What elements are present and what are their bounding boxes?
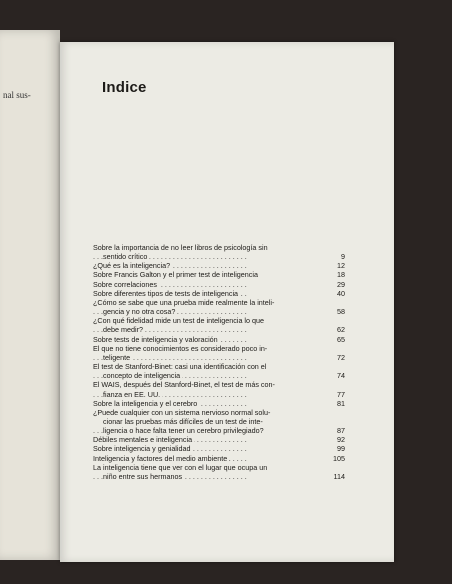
toc-entry-line	[93, 316, 345, 325]
toc-entry-line	[93, 353, 345, 362]
toc-entry	[93, 335, 345, 344]
toc-entry-text: La inteligencia tiene que ver con el lugar que ocupa un	[93, 462, 268, 472]
toc-entry	[93, 444, 345, 453]
toc-entry-text: Sobre la inteligencia y el cerebro	[93, 398, 198, 408]
toc-entry-line	[93, 444, 345, 453]
toc-entry	[93, 298, 345, 316]
toc-entry-text: ¿Cómo se sabe que una prueba mide realmente la inteli-	[93, 297, 275, 307]
toc-entry-text: El que no tiene conocimientos es considerado poco in-	[93, 343, 268, 353]
toc-entry-line	[93, 335, 345, 344]
toc-entry-text: concepto de inteligencia	[103, 371, 181, 381]
toc-entry-text: debe medir?	[103, 325, 143, 335]
toc-page-number: 62	[337, 325, 345, 335]
toc-entry-line	[93, 261, 345, 270]
toc-page-number: 18	[337, 270, 345, 280]
toc-page-number: 12	[337, 261, 345, 271]
right-page	[60, 42, 394, 562]
toc-page-number: 105	[333, 453, 345, 463]
toc-entry-line	[93, 380, 345, 389]
left-page-text-fragment: nal sus-	[3, 90, 31, 100]
toc-entry-text: fianza en EE. UU.	[103, 389, 161, 399]
toc-entry	[93, 344, 345, 362]
toc-entry-line	[93, 399, 345, 408]
toc-page-number: 40	[337, 288, 345, 298]
toc-entry-text: cionar las pruebas más difíciles de un test de inte-	[103, 416, 263, 426]
toc-entry	[93, 316, 345, 334]
toc-entry-line	[93, 371, 345, 380]
toc-entry	[93, 454, 345, 463]
toc-entry-text: Sobre Francis Galton y el primer test de inteligencia	[93, 270, 258, 280]
toc-entry-text: ¿Con qué fidelidad mide un test de inteligencia lo que	[93, 316, 265, 326]
table-of-contents	[93, 243, 345, 481]
toc-entry-text: Débiles mentales e inteligencia	[93, 435, 193, 445]
toc-entry	[93, 289, 345, 298]
toc-entry	[93, 362, 345, 380]
toc-entry-line	[93, 390, 345, 399]
toc-entry-text: niño entre sus hermanos	[103, 471, 183, 481]
toc-entry	[93, 463, 345, 481]
toc-page-number: 92	[337, 435, 345, 445]
toc-entry-text: ¿Puede cualquier con un sistema nervioso normal solu-	[93, 407, 271, 417]
toc-page-number: 81	[337, 398, 345, 408]
left-page	[0, 30, 60, 560]
toc-entry-line	[93, 472, 345, 481]
toc-page-number: 29	[337, 279, 345, 289]
toc-entry-line	[93, 270, 345, 279]
toc-page-number: 74	[337, 371, 345, 381]
toc-entry-line	[93, 417, 345, 426]
toc-entry-text: ligencia o hace falta tener un cerebro privilegiado?	[103, 426, 264, 436]
toc-entry	[93, 435, 345, 444]
toc-entry-line	[93, 298, 345, 307]
toc-entry-text: El WAIS, después del Stanford-Binet, el test de más con-	[93, 380, 275, 390]
toc-entry-text: Sobre diferentes tipos de tests de inteligencia	[93, 288, 239, 298]
toc-entry-line	[93, 243, 345, 252]
toc-page-number: 87	[337, 426, 345, 436]
toc-page-number: 72	[337, 352, 345, 362]
toc-entry-text: El test de Stanford-Binet: casi una identificación con el	[93, 362, 267, 372]
toc-entry-line	[93, 325, 345, 334]
toc-entry-line	[93, 280, 345, 289]
toc-entry-text: Sobre inteligencia y genialidad	[93, 444, 191, 454]
toc-entry-text: Sobre correlaciones	[93, 279, 157, 289]
toc-page-number: 114	[333, 471, 345, 481]
toc-entry-line	[93, 252, 345, 261]
page-title: Indice	[102, 79, 147, 96]
toc-entry-text: sentido crítico	[103, 252, 148, 262]
toc-entry-text: ¿Qué es la inteligencia?	[93, 261, 171, 271]
toc-entry-line	[93, 435, 345, 444]
toc-entry-line	[93, 289, 345, 298]
toc-entry	[93, 243, 345, 261]
toc-entry-line	[93, 426, 345, 435]
toc-entry-line	[93, 454, 345, 463]
toc-page-number: 99	[337, 444, 345, 454]
toc-entry	[93, 380, 345, 398]
toc-entry	[93, 408, 345, 435]
toc-entry-text: Inteligencia y factores del medio ambiente	[93, 453, 228, 463]
toc-entry-line	[93, 344, 345, 353]
toc-page-number: 58	[337, 307, 345, 317]
toc-entry-text: teligente	[103, 352, 131, 362]
toc-entry-line	[93, 463, 345, 472]
toc-entry-text: Sobre tests de inteligencia y valoración	[93, 334, 218, 344]
toc-entry-text: gencia y no otra cosa?	[103, 307, 176, 317]
toc-entry	[93, 399, 345, 408]
toc-entry-line	[93, 307, 345, 316]
toc-entry-line	[93, 408, 345, 417]
toc-page-number: 77	[337, 389, 345, 399]
toc-page-number: 65	[337, 334, 345, 344]
toc-entry	[93, 280, 345, 289]
toc-entry	[93, 270, 345, 279]
toc-page-number: 9	[341, 252, 345, 262]
toc-entry	[93, 261, 345, 270]
toc-entry-line	[93, 362, 345, 371]
toc-entry-text: Sobre la importancia de no leer libros de psicología sin	[93, 243, 268, 252]
